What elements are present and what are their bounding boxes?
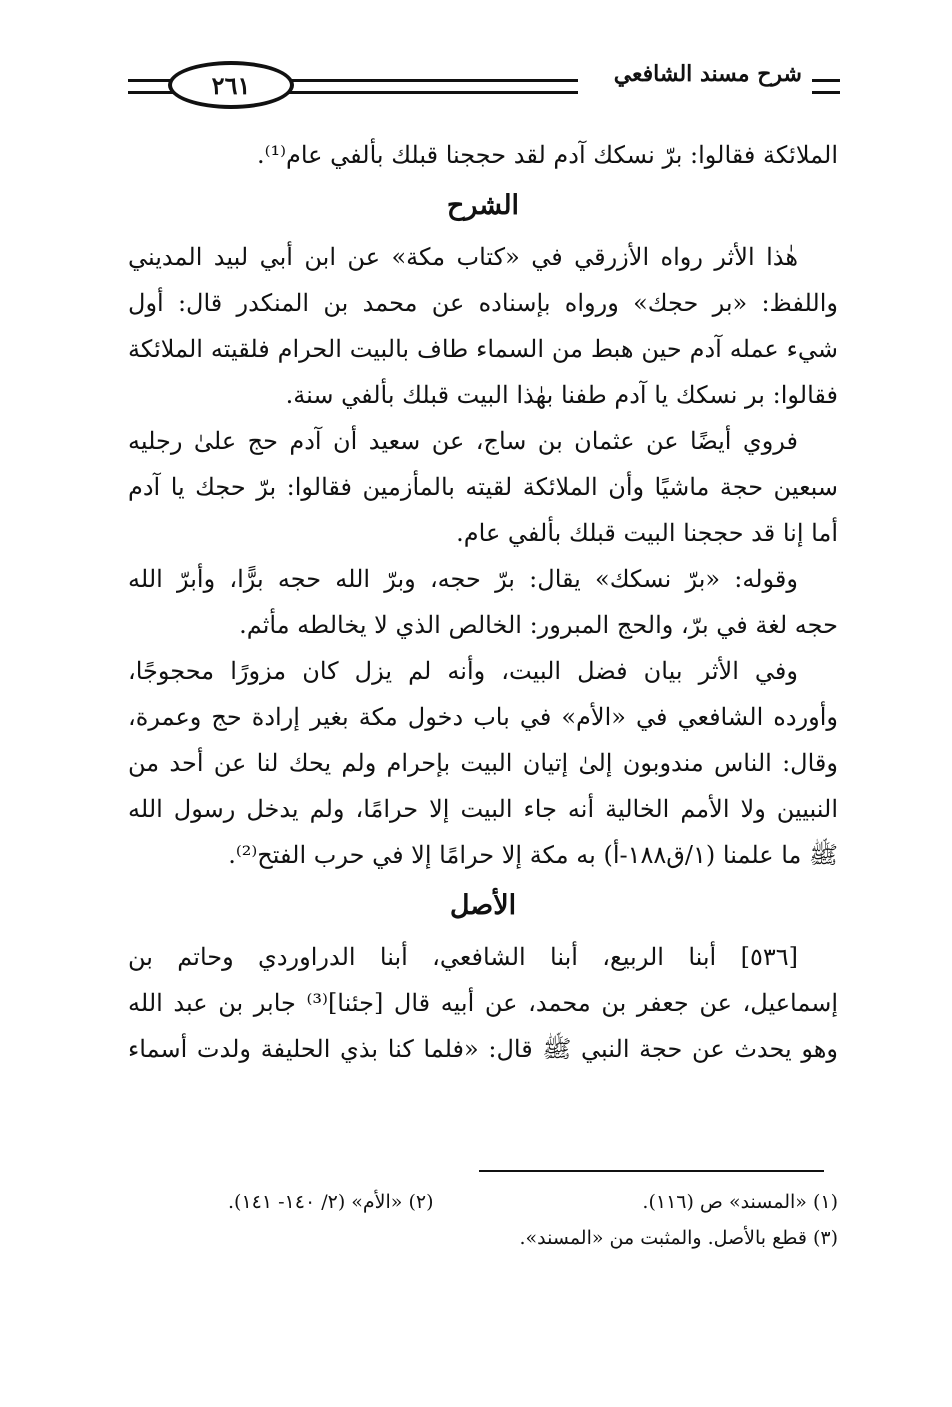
text-line: وقال: الناس مندوبون إلىٰ إتيان البيت بإحرام ولم يحك لنا عن أحد من (128, 749, 838, 777)
text-line: إسماعيل، عن جعفر بن محمد، عن أبيه قال [جئنا]⁽³⁾ جابر بن عبد الله (128, 989, 838, 1017)
text-line: وقوله: «برّ نسكك» يقال: برّ حجه، وبرّ الله حجه برًّا، وأبرّ الله (128, 565, 798, 593)
text-line: فروي أيضًا عن عثمان بن ساج، عن سعيد أن آدم حج علىٰ رجليه (128, 427, 798, 455)
text-line: وأورده الشافعي في «الأم» في باب دخول مكة بغير إرادة حج وعمرة، (128, 703, 838, 731)
text-line: شيء عمله آدم حين هبط من السماء طاف بالبيت الحرام فلقيته الملائكة (128, 335, 838, 363)
page-body (128, 132, 838, 1072)
text-line: فقالوا: بر نسكك يا آدم طفنا بهٰذا البيت قبلك بألفي سنة. (285, 381, 838, 409)
text-line: هٰذا الأثر رواه الأزرقي في «كتاب مكة» عن ابن أبي لبيد المديني (128, 243, 798, 271)
section-heading-sharh: الشرح (446, 190, 520, 221)
header-rule-short (812, 79, 840, 94)
text-line: وهو يحدث عن حجة النبي ﷺ قال: «فلما كنا بذي الحليفة ولدت أسماء (128, 1035, 838, 1063)
text-line: النبيين ولا الأمم الخالية أنه جاء البيت إلا حرامًا، ولم يدخل رسول الله (128, 795, 838, 823)
header-rule (263, 79, 578, 94)
footnote-1: (١) «المسند» ص (١١٦). (642, 1191, 838, 1213)
text-line: وفي الأثر بيان فضل البيت، وأنه لم يزل كان مزورًا محجوجًا، (128, 657, 798, 685)
page-header (128, 55, 838, 109)
running-title: شرح مسند الشافعي (613, 61, 802, 87)
page-number: ٢٦١ (168, 61, 294, 109)
text-line: أما إنا قد حججنا البيت قبلك بألفي عام. (456, 519, 838, 547)
text-line: الملائكة فقالوا: برّ نسكك آدم لقد حججنا قبلك بألفي عام⁽¹⁾. (256, 141, 838, 169)
footnote-3: (٣) قطع بالأصل. والمثبت من «المسند». (519, 1227, 838, 1249)
text-line: حجه لغة في برّ، والحج المبرور: الخالص الذي لا يخالطه مأثم. (239, 611, 838, 639)
text-line: سبعين حجة ماشيًا وأن الملائكة لقيته بالمأزمين فقالوا: برّ حجك يا آدم (128, 473, 838, 501)
text-line: ﷺ ما علمنا (١/ق١٨٨-أ) به مكة إلا حرامًا إلا في حرب الفتح⁽²⁾. (228, 841, 838, 869)
footnotes (128, 1184, 838, 1256)
text-line: واللفظ: «بر حجك» ورواه بإسناده عن محمد بن المنكدر قال: أول (128, 289, 838, 317)
footnote-separator (479, 1170, 824, 1172)
section-heading-asl: الأصل (449, 890, 517, 921)
footnote-2: (٢) «الأم» (٢/ ١٤٠- ١٤١). (228, 1191, 434, 1213)
text-line: [٥٣٦] أبنا الربيع، أبنا الشافعي، أبنا الدراوردي وحاتم بن (128, 943, 798, 971)
